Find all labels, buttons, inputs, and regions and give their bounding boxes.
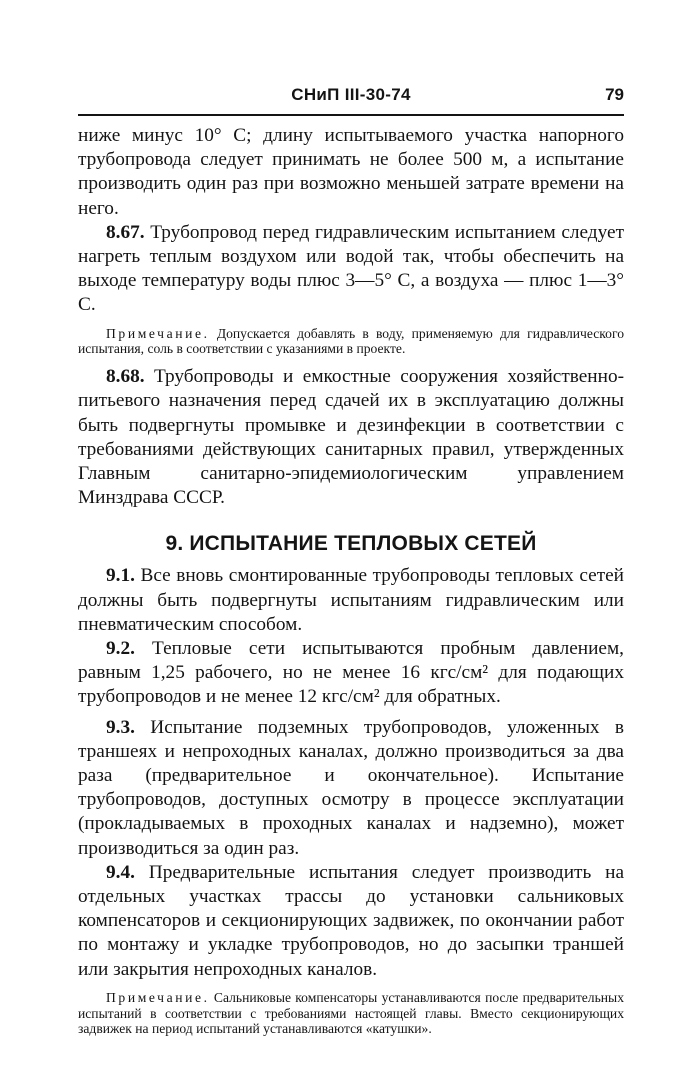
clause-number: 9.3. [106,716,135,738]
note-label: Примечание. [106,325,210,341]
clause-number: 9.4. [106,861,135,883]
paragraph-9-4 [78,861,624,982]
clause-text: Все вновь смонтированные трубопроводы тепловых сетей должны быть подвергнуты испытаниям гидравлическим или пневматическим способом. [78,565,624,635]
page-header [78,82,624,108]
document-page [78,82,624,1045]
note-block [78,326,624,358]
note-label: Примечание. [106,989,210,1005]
running-title: СНиП III-30-74 [291,85,411,104]
paragraph-8-67 [78,221,624,318]
note-block [78,990,624,1037]
clause-text: Тепловые сети испытываются пробным давлением, равным 1,25 рабочего, но не менее 16 кгс/см² для подающих трубопроводов и не менее 12 кгс/см² для обратных. [78,638,624,708]
clause-number: 8.68. [106,366,145,388]
paragraph-9-1 [78,564,624,637]
note-text: Сальниковые компенсаторы устанавливаются после предварительных испытаний в соответствии с требованиями настоящей главы. Вместо секционирующих задвижек на период испытаний устанавливаются «катушки». [78,989,624,1037]
paragraph-8-68 [78,365,624,510]
clause-number: 8.67. [106,221,145,243]
body-text [78,124,624,1037]
clause-number: 9.2. [106,638,135,660]
paragraph-continuation: ниже минус 10° С; длину испытываемого участка напорного трубопровода следует принимать не более 500 м, а испытание производить один раз при возможно меньшей затрате времени на него. [78,125,624,219]
clause-text: Трубопровод перед гидравлическим испытанием следует нагреть теплым воздухом или водой так, чтобы обеспечить на выходе температуру воды плюс 3—5° С, а воздуха — плюс 1—3° С. [78,221,624,316]
paragraph-9-2 [78,637,624,710]
clause-number: 9.1. [106,565,135,587]
page-number: 79 [605,85,624,104]
note-text: Допускается добавлять в воду, применяемую для гидравлического испытания, соль в соответствии с указаниями в проекте. [78,325,624,357]
header-rule [78,114,624,116]
note-paragraph [78,326,624,358]
note-paragraph [78,990,624,1037]
clause-text: Трубопроводы и емкостные сооружения хозяйственно-питьевого назначения перед сдачей их в эксплуатацию должны быть подвергнуты промывке и дезинфекции в соответствии с требованиями действующих санитарных правил, утвержденных Главным санитарно-эпидемиологическим управлением Минздрава СССР. [78,366,624,509]
clause-text: Испытание подземных трубопроводов, уложенных в траншеях и непроходных каналах, должно производиться за два раза (предварительное и окончательное). Испытание трубопроводов, доступных осмотру в процессе эксплуатации (прокладываемых в проходных каналах и надземно), может производиться за один раз. [78,716,624,859]
clause-text: Предварительные испытания следует производить на отдельных участках трассы до установки сальниковых компенсаторов и секционирующих задвижек, по окончании работ по монтажу и укладке трубопроводов, но до засыпки траншей или закрытия непроходных каналов. [78,861,624,980]
paragraph-9-3 [78,716,624,861]
section-heading: 9. ИСПЫТАНИЕ ТЕПЛОВЫХ СЕТЕЙ [165,532,537,556]
